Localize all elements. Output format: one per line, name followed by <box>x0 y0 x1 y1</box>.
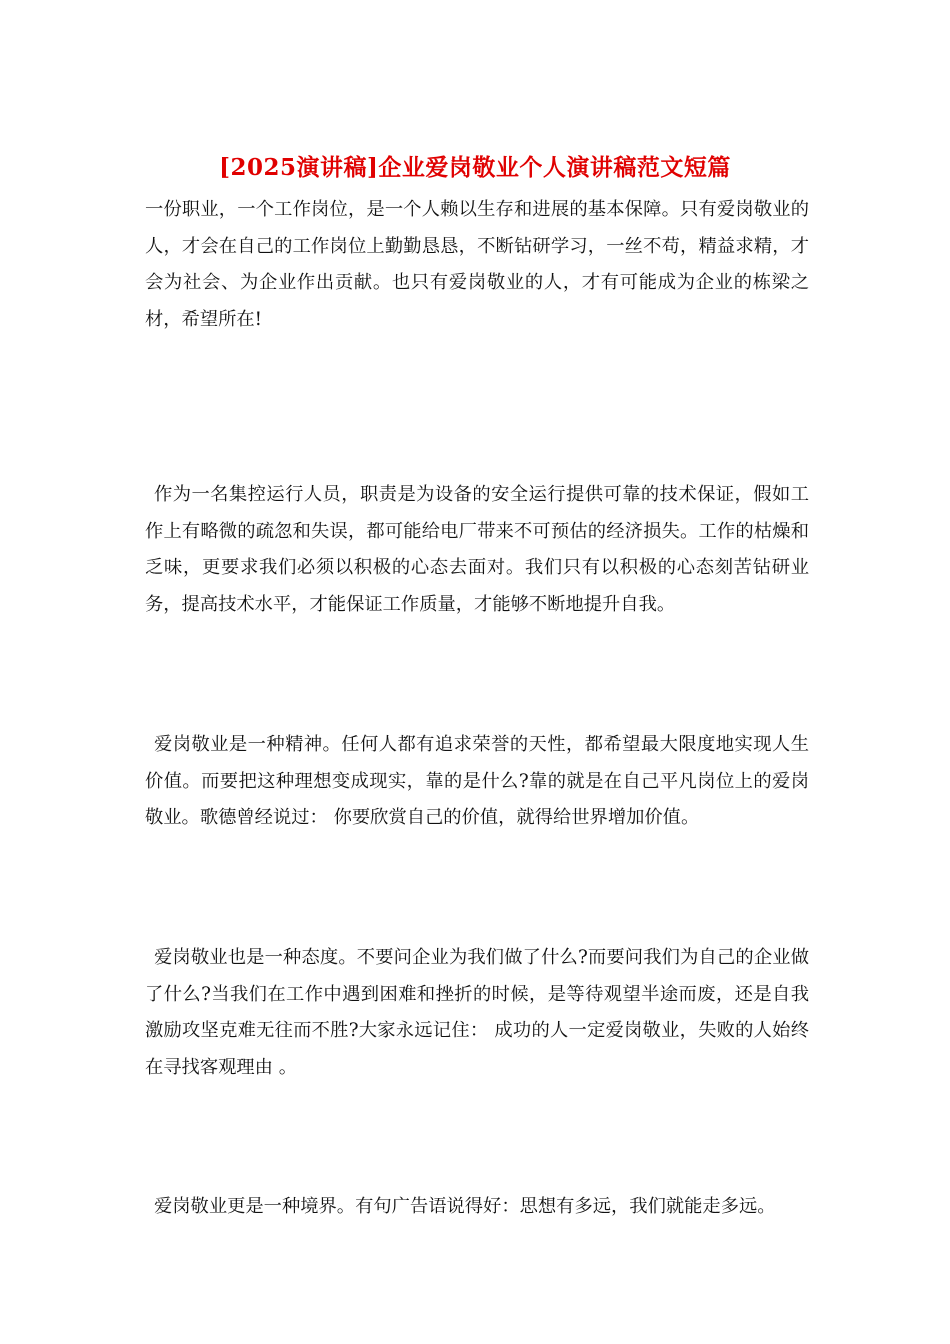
paragraph-1: 一份职业，一个工作岗位，是一个人赖以生存和进展的基本保障。只有爱岗敬业的人，才会在自己的工作岗位上勤勤恳恳，不断钻研学习，一丝不苟，精益求精，才会为社会、为企业作出贡献。也只有爱岗敬业的人，才有可能成为企业的栋梁之材，希望所在! <box>145 199 809 330</box>
paragraph-4: 爱岗敬业也是一种态度。不要问企业为我们做了什么?而要问我们为自己的企业做了什么?当我们在工作中遇到困难和挫折的时候，是等待观望半途而废，还是自我激励攻坚克难无往而不胜?大家永远记住： 成功的人一定爱岗敬业，失败的人始终在寻找客观理由 。 <box>145 947 809 1078</box>
document-title: [2025演讲稿]企业爱岗敬业个人演讲稿范文短篇 <box>219 154 731 181</box>
paragraph-5: 爱岗敬业更是一种境界。有句广告语说得好：思想有多远，我们就能走多远。 <box>154 1196 776 1217</box>
paragraph-2: 作为一名集控运行人员，职责是为设备的安全运行提供可靠的技术保证，假如工作上有略微的疏忽和失误，都可能给电厂带来不可预估的经济损失。工作的枯燥和乏味，更要求我们必须以积极的心态去面对。我们只有以积极的心态刻苦钻研业务，提高技术水平，才能保证工作质量，才能够不断地提升自我。 <box>145 484 809 615</box>
paragraph-3: 爱岗敬业是一种精神。任何人都有追求荣誉的天性，都希望最大限度地实现人生价值。而要把这种理想变成现实，靠的是什么?靠的就是在自己平凡岗位上的爱岗敬业。歌德曾经说过： 你要欣赏自己的价值，就得给世界增加价值。 <box>145 734 809 828</box>
